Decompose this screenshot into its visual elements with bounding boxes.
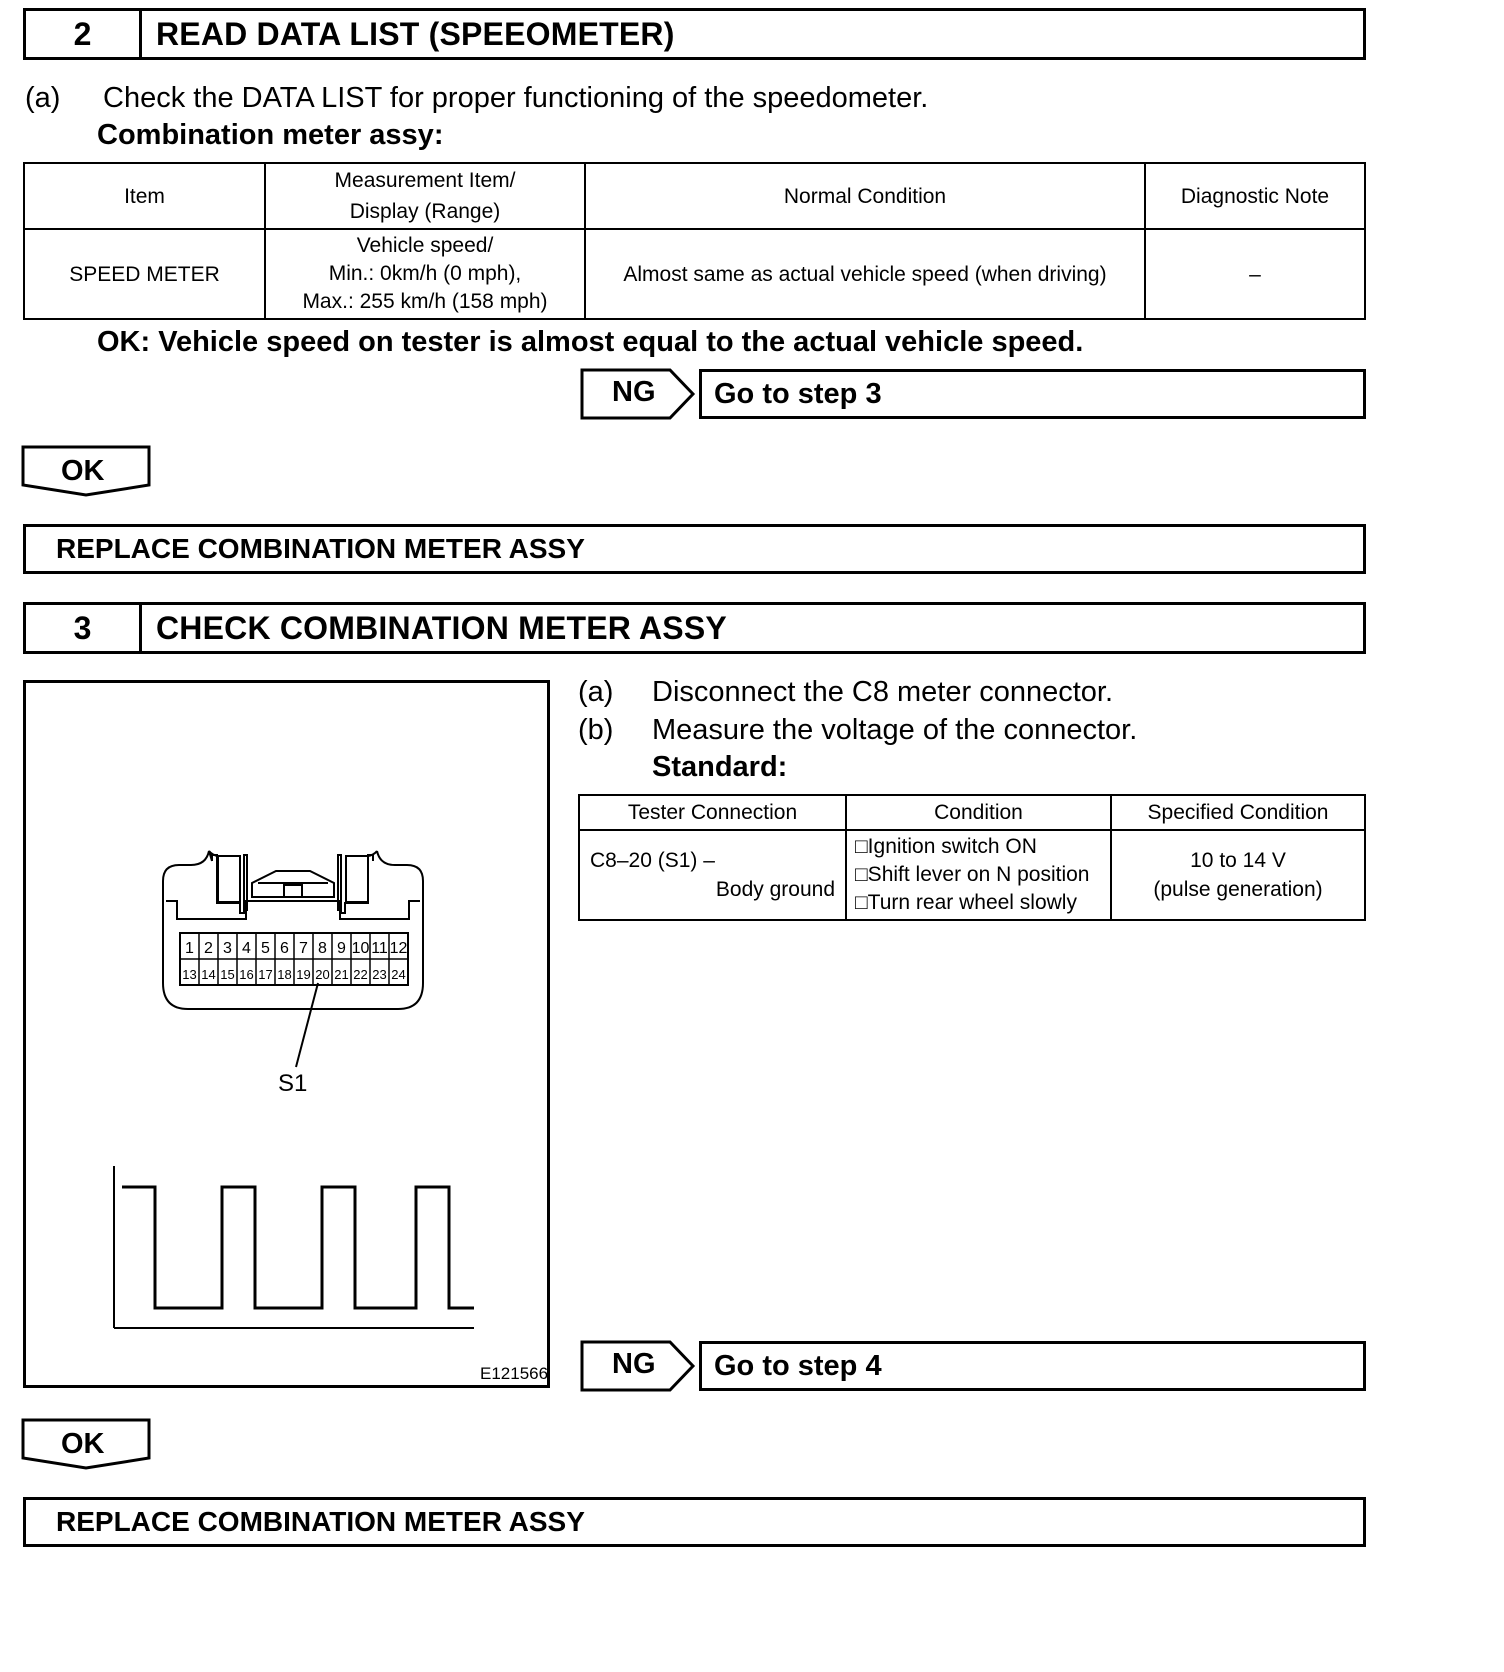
ok-label: OK (61, 455, 105, 487)
pin-label-22: 22 (353, 967, 368, 982)
measurement-line: Min.: 0km/h (0 mph), (328, 262, 522, 285)
cell-diagnostic-note: – (1145, 229, 1365, 319)
measurement-line: Vehicle speed/ (356, 234, 494, 257)
step-2-ok-statement: OK: Vehicle speed on tester is almost equal to the actual vehicle speed. (97, 326, 1084, 358)
callout-label: S1 (278, 1070, 308, 1097)
pin-label-11: 11 (371, 940, 388, 957)
pin-label-7: 7 (299, 940, 308, 957)
header-specified-condition: Specified Condition (1111, 795, 1365, 830)
cell-measurement (265, 229, 585, 319)
pin-label-20: 20 (315, 967, 330, 982)
instruction-label: (a) (578, 676, 614, 708)
instruction-text: Measure the voltage of the connector. (652, 714, 1138, 746)
step-3-title: CHECK COMBINATION METER ASSY (156, 609, 727, 646)
pin-label-9: 9 (337, 940, 346, 957)
ng-label: NG (612, 1348, 656, 1380)
pin-label-18: 18 (277, 967, 292, 982)
pin-label-5: 5 (261, 940, 270, 957)
cell-normal-condition: Almost same as actual vehicle speed (when driving) (585, 229, 1145, 319)
instruction-label: (b) (578, 714, 614, 746)
pin-label-23: 23 (372, 967, 387, 982)
ng-label: NG (612, 376, 656, 408)
step-3-number: 3 (26, 605, 142, 651)
pin-label-15: 15 (220, 967, 235, 982)
goto-step-3-link[interactable]: Go to step 3 (699, 369, 1366, 419)
figure-code: E121566 (480, 1364, 549, 1383)
cell-condition (846, 830, 1111, 920)
ok-label: OK (61, 1428, 105, 1460)
instruction-text: Check the DATA LIST for proper functioning of the speedometer. (103, 82, 929, 114)
condition-line: □Ignition switch ON (855, 835, 1037, 858)
tester-line: Body ground (715, 878, 835, 901)
pin-label-16: 16 (239, 967, 254, 982)
header-item: Item (24, 163, 265, 229)
condition-line: □Shift lever on N position (855, 863, 1090, 886)
tester-line: C8–20 (S1) – (590, 849, 715, 872)
instruction-text: Disconnect the C8 meter connector. (652, 676, 1114, 708)
condition-line: □Turn rear wheel slowly (855, 891, 1077, 914)
header-tester-connection: Tester Connection (579, 795, 846, 830)
pin-label-12: 12 (389, 940, 408, 957)
pin-label-2: 2 (204, 940, 213, 957)
goto-step-4-link[interactable]: Go to step 4 (699, 1341, 1366, 1391)
connector-diagram (26, 683, 547, 1385)
spec-line: (pulse generation) (1153, 878, 1323, 901)
pin-label-4: 4 (242, 940, 251, 957)
step-3-instruction-a (578, 676, 1113, 709)
header-normal-condition: Normal Condition (585, 163, 1145, 229)
step-3-instruction-b (578, 714, 1137, 747)
pin-label-3: 3 (223, 940, 232, 957)
pin-label-13: 13 (182, 967, 197, 982)
pin-label-6: 6 (280, 940, 289, 957)
pin-label-24: 24 (391, 967, 406, 982)
table-row (579, 830, 1365, 920)
header-condition: Condition (846, 795, 1111, 830)
measurement-line: Max.: 255 km/h (158 mph) (302, 290, 548, 313)
header-measurement: Measurement Item/ Display (Range) (265, 163, 585, 229)
table-header-row (579, 795, 1365, 830)
step-3-header (23, 602, 1366, 654)
pin-label-21: 21 (334, 967, 349, 982)
pin-label-8: 8 (318, 940, 327, 957)
data-list-table (23, 162, 1366, 320)
step-2-title: READ DATA LIST (SPEEOMETER) (156, 15, 675, 52)
table-row (24, 229, 1365, 319)
pin-label-1: 1 (185, 940, 194, 957)
table-header-row (24, 163, 1365, 229)
step-2-number: 2 (26, 11, 142, 57)
instruction-label: (a) (25, 82, 61, 114)
step-2-instruction-a (25, 82, 928, 115)
step-2-result: REPLACE COMBINATION METER ASSY (23, 524, 1366, 574)
pin-label-10: 10 (351, 940, 370, 957)
step-2-subheading: Combination meter assy: (97, 119, 444, 151)
cell-specified-condition (1111, 830, 1365, 920)
step-3-result: REPLACE COMBINATION METER ASSY (23, 1497, 1366, 1547)
cell-tester-connection (579, 830, 846, 920)
header-diagnostic-note: Diagnostic Note (1145, 163, 1365, 229)
step-3-subheading: Standard: (652, 751, 788, 783)
pin-label-14: 14 (201, 967, 216, 982)
pin-label-17: 17 (258, 967, 273, 982)
cell-item: SPEED METER (24, 229, 265, 319)
step-2-header (23, 8, 1366, 60)
connector-figure (23, 680, 550, 1388)
pin-label-19: 19 (296, 967, 311, 982)
voltage-table (578, 794, 1366, 921)
spec-line: 10 to 14 V (1190, 849, 1286, 872)
